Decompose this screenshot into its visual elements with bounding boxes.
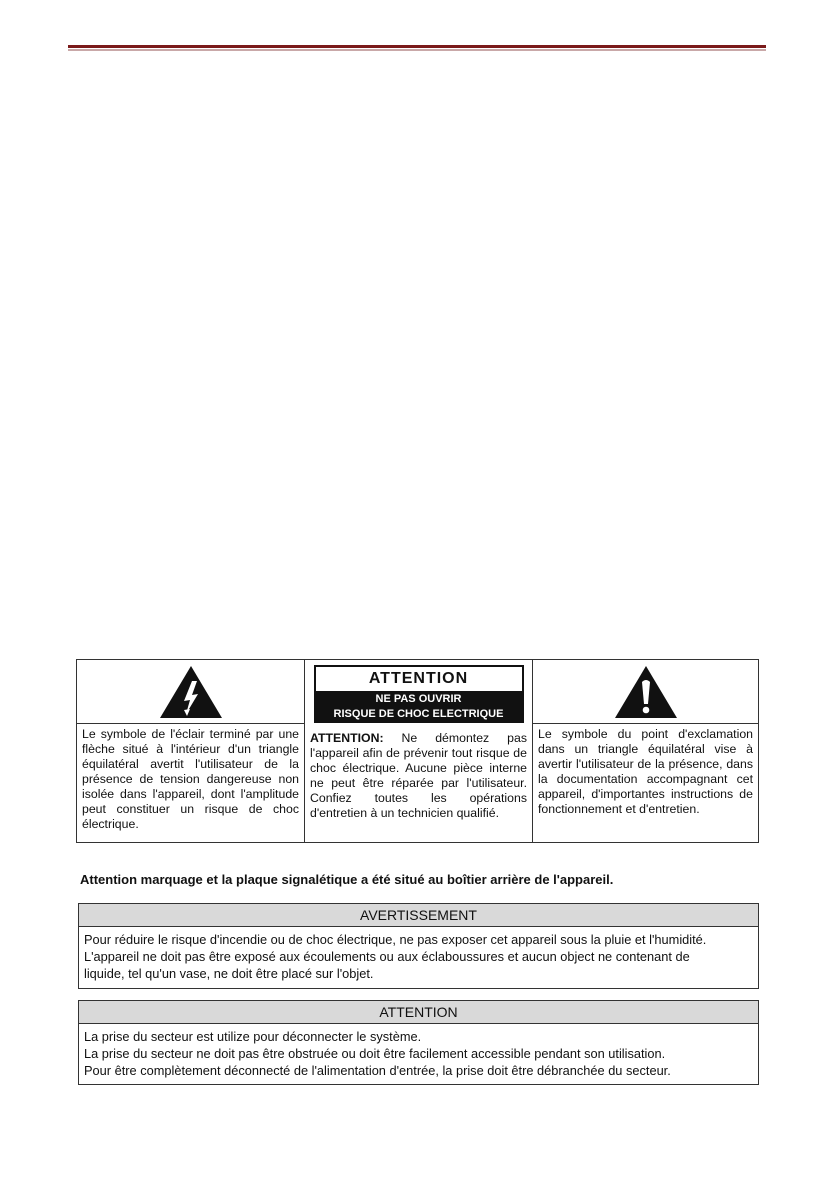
attention-cell xyxy=(304,660,532,842)
header-rule-light xyxy=(68,49,766,51)
exclamation-icon-area xyxy=(533,660,758,724)
attention-box-body xyxy=(79,1024,758,1082)
warning-line-2: L'appareil ne doit pas être exposé aux écoulements ou aux éclaboussures et aucun object ne contenant de xyxy=(84,949,690,964)
warning-box-title: AVERTISSEMENT xyxy=(79,904,758,927)
attention-label-body xyxy=(316,691,522,722)
exclamation-description: Le symbole du point d'exclamation dans un triangle équilatéral vise à avertir l'utilisateur de la présence, dans la documentation accompagnant cet appareil, d'importantes instructions de fonctionnement et d'entretien. xyxy=(538,727,753,816)
warning-box xyxy=(78,903,759,989)
attention-label-heading: ATTENTION xyxy=(368,670,469,687)
attention-line-2: La prise du secteur ne doit pas être obstruée ou doit être facilement accessible pendant son utilisation. xyxy=(84,1046,666,1061)
attention-box-title: ATTENTION xyxy=(79,1001,758,1024)
lightning-icon-area xyxy=(77,660,304,724)
lightning-warning-icon xyxy=(158,664,224,720)
attention-label-area xyxy=(305,660,532,728)
attention-label xyxy=(314,665,524,723)
header-rule xyxy=(68,45,766,51)
marking-note: Attention marquage et la plaque signalétique a été situé au boîtier arrière de l'appareil. xyxy=(80,872,614,887)
attention-line-1: La prise du secteur est utilize pour déconnecter le système. xyxy=(84,1029,422,1044)
exclamation-cell xyxy=(532,660,758,842)
attention-line-3: Pour être complètement déconnecté de l'alimentation d'entrée, la prise doit être débranchée du secteur. xyxy=(84,1063,671,1078)
lightning-description: Le symbole de l'éclair terminé par une flèche situé à l'intérieur d'un triangle équilatéral avertit l'utilisateur de la présence de tension dangereuse non isolée dans l'appareil, dont l'amplitude peut constituer un risque de choc électrique. xyxy=(82,727,299,831)
attention-description xyxy=(305,728,532,821)
header-rule-dark xyxy=(68,45,766,48)
lightning-cell xyxy=(77,660,304,842)
attention-label-line1: NE PAS OUVRIR xyxy=(375,693,462,705)
warning-line-1: Pour réduire le risque d'incendie ou de choc électrique, ne pas exposer cet appareil sous la pluie et l'humidité. xyxy=(84,932,707,947)
attention-label-line2: RISQUE DE CHOC ELECTRIQUE xyxy=(333,708,504,720)
attention-prefix: ATTENTION: xyxy=(310,731,384,745)
exclamation-warning-icon xyxy=(613,664,679,720)
safety-symbols-table xyxy=(76,659,759,843)
attention-body-text: Ne démontez pas l'appareil afin de prévenir tout risque de choc électrique. Aucune pièce interne ne peut être réparée par l'utilisateur. Confiez toutes les opérations d'entretien à un technicien qualifié. xyxy=(310,731,527,820)
warning-line-3: liquide, tel qu'un vase, ne doit être placé sur l'objet. xyxy=(84,966,374,981)
attention-box xyxy=(78,1000,759,1085)
warning-box-body xyxy=(79,927,758,985)
